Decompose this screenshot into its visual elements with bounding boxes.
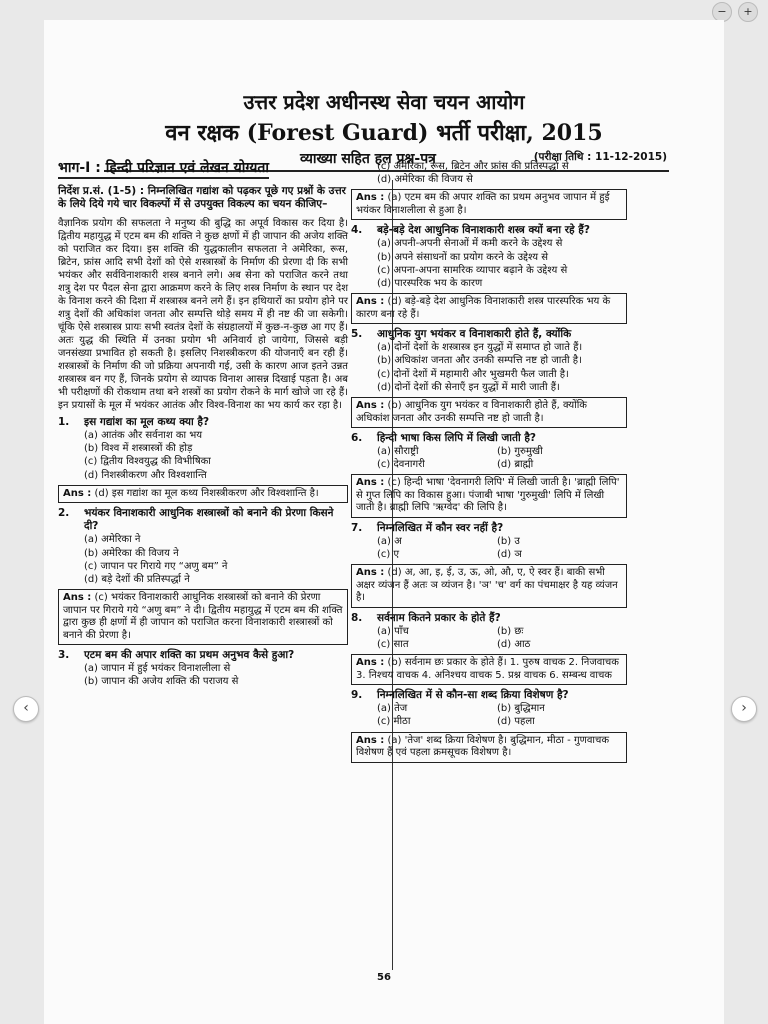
option-d: (d) आठ [497,639,531,651]
answer-text: (d) बड़े-बड़े देश आधुनिक विनाशकारी शस्त्र पारस्परिक भय के कारण बना रहे हैं। [356,296,611,320]
option-a: (a) अपनी-अपनी सेनाओं में कमी करने के उद्देश्य से [377,238,563,250]
question-number: 7. [351,521,363,534]
question-text: निम्नलिखित में कौन स्वर नहीं है? [377,521,504,534]
option-a: (a) तेज [377,703,408,715]
option-d: (d) दोनों देशों की सेनाएँ इन युद्धों में मारी जाती हैं। [377,381,560,393]
answer-label: Ans : [356,734,385,746]
question-7 [351,522,627,535]
option-a: (a) सौराष्ट्री [377,446,419,458]
question-text: भयंकर विनाशकारी आधुनिक शस्त्रास्त्रों को बनाने की प्रेरणा किसने दी? [84,507,334,533]
question-6 [351,432,627,445]
option-b: (b) गुरुमुखी [497,446,543,458]
option-b: (b) बुद्धिमान [497,703,545,715]
prev-page-button[interactable]: ‹ [13,696,39,722]
option-d: (d) अमेरिका की विजय से [377,174,473,186]
zoom-in-icon[interactable]: + [738,2,758,22]
answer-box [351,189,627,220]
option-c: (c) अपना-अपना सामरिक व्यापार बढ़ाने के उद्देश्य से [377,264,568,276]
answer-box [351,732,627,763]
options-row [351,715,627,728]
option-a: (a) अ [377,535,402,547]
answer-label: Ans : [356,657,385,669]
question-number: 5. [351,328,363,341]
question-text: आधुनिक युग भयंकर व विनाशकारी होते हैं, क्योंकि [377,328,572,341]
answer-box [351,474,627,518]
option-b: (b) जापान की अजेय शक्ति की पराजय से [84,676,239,688]
option-a: (a) आतंक और सर्वनाश का भय [84,430,203,441]
answer-label: Ans : [356,477,385,489]
option-a: (a) अमेरिका ने [84,534,141,546]
answer-label: Ans : [356,192,385,204]
answer-text: (d) अ, आ, इ, ई, उ, ऊ, ओ, औ, ए, ऐ स्वर हैं। बाकी सभी अक्षर व्यंजन हैं अतः ञ व्यंजन है। 'ञ' 'च' वर्ग का पंचमाक्षर है यह व्यंजन है। [356,567,618,604]
option-c: (c) अमेरिका, रूस, ब्रिटेन और फ्रांस की प्रतिस्पर्द्धा से [377,161,569,172]
option-b: (b) विश्व में शस्त्रास्त्रों की होड़ [84,443,193,455]
question-number: 6. [351,432,363,445]
viewer-toolbar [0,0,768,22]
option-c: (c) ए [377,549,400,561]
options-row [351,458,627,471]
question-1 [58,416,348,429]
options-row [351,625,627,638]
question-text: इस गद्यांश का मूल कथ्य क्या है? [84,416,210,428]
question-8 [351,612,627,625]
answer-text: (c) भयंकर विनाशकारी आधुनिक शस्त्रास्त्रों को बनाने की प्रेरणा जापान पर गिराये गये “अणु बम” ने दी। द्वितीय महायुद्ध में एटम बम की शक्ति द्वारा कुछ ही क्षणों में ही जापान को पराजित करना विनाशकारी शस्त्रास्त्रों को बनाने की प्रेरणा है। [63,592,343,641]
exam-date: (परीक्षा तिथि : 11-12-2015) [533,151,667,163]
question-number: 3. [58,649,70,662]
zoom-out-icon[interactable]: − [712,2,732,22]
options-row [351,535,627,548]
page-number: 56 [377,972,391,983]
question-9 [351,689,627,702]
answer-text: (a) एटम बम की अपार शक्ति का प्रथम अनुभव जापान में हुई भयंकर विनाशलीला से हुआ है। [356,192,610,216]
option-c: (c) द्वितीय विश्वयुद्ध की विभीषिका [84,456,211,468]
option-c: (c) सात [377,639,409,651]
option-d: (d) ञ [497,549,522,561]
instruction: निर्देश प्र.सं. (1-5) : निम्नलिखित गद्यांश को पढ़कर पूछे गए प्रश्नों के उत्तर के लिये दिये गये चार विकल्पों में से उपयुक्त विकल्प का चयन कीजिए– [58,185,346,210]
question-number: 1. [58,416,70,428]
passage: वैज्ञानिक प्रयोग की सफलता ने मनुष्य की बुद्धि का अपूर्व विकास कर दिया है। द्वितीय महायुद्ध में एटम बम की शक्ति ने कुछ क्षणों में ही जापान की अजेय शक्ति को पराजित कर दिया। इस शक्ति की युद्धकालीन सफलता ने अमेरिका, रूस, ब्रिटेन, फ्रांस आदि सभी देशों को ऐसे शस्त्रास्त्रों के निर्माण की प्रेरणा दी कि सभी भयंकर और सर्वविनाशकारी शस्त्र बनाने लगे। अब सेना को पराजित करने तथा शत्रु देश पर पैदल सेना द्वारा आक्रमण करने के लिए शस्त्र निर्माण के स्थान पर देश के विनाश करने की दिशा में शस्त्रास्त्र बनने लगे हैं। इन हथियारों का प्रयोग होने पर शत्रु देशों की अधिकांश जनता और सम्पत्ति थोड़े समय में ही नष्ट की जा सकेगी। चूंकि ऐसे शस्त्रास्त्र प्रायः सभी स्वतंत्र देशों के संग्रहालयों में कुछ-न-कुछ आ गए हैं। अतः युद्ध की स्थिति में उनका प्रयोग भी अनिवार्य हो जायेगा, जिससे बड़ी जनसंख्या प्रभावित हो सकती है। इसलिए निशस्त्रीकरण की योजनाएँ बन रही हैं। शस्त्रास्त्रों के निर्माण की जो प्रक्रिया अपनायी गई, उसी के कारण आज इतने उन्नत शस्त्रास्त्र बन गए हैं, जिनके प्रयोग से व्यापक विनाश आसन्न दिखाई पड़ता है। अब भी परीक्षणों की रोकथाम तथा बने शस्त्रों का प्रयोग रोकने के मार्ग खोजे जा रहे हैं। इन प्रयासों के मूल में भयंकर आतंक और विश्व-विनाश का भय कार्य कर रहा है। [58,218,348,411]
options-row [351,548,627,561]
answer-text: (d) इस गद्यांश का मूल कथ्य निशस्त्रीकरण और विश्वशान्ति है। [94,487,319,499]
option-d: (d) पहला [497,716,535,728]
option-a: (a) दोनों देशों के शस्त्रास्त्र इन युद्धों में समाप्त हो जाते हैं। [377,342,583,354]
question-4 [351,224,627,237]
option-d: (d) निशस्त्रीकरण और विश्वशान्ति [84,469,207,481]
options-row [351,638,627,651]
question-2 [58,507,348,533]
question-text: सर्वनाम कितने प्रकार के होते हैं? [377,611,501,624]
question-number: 2. [58,507,70,520]
options-row [351,702,627,715]
option-d: (d) ब्राह्मी [497,459,534,471]
option-b: (b) अमेरिका की विजय ने [84,547,179,559]
answer-box [351,654,627,685]
option-d: (d) बड़े देशों की प्रतिस्पर्द्धा ने [84,573,190,585]
exam-title: वन रक्षक (Forest Guard) भर्ती परीक्षा, 2015 [165,120,603,146]
answer-text: (b) सर्वनाम छः प्रकार के होते हैं। 1. पुरुष वाचक 2. निजवाचक 3. निश्चय वाचक 4. अनिश्चय वाचक 5. प्रश्न वाचक 6. सम्बन्ध वाचक [356,657,619,681]
option-b: (b) उ [497,535,520,547]
option-a: (a) पाँच [377,625,409,637]
question-number: 9. [351,689,363,702]
right-column [351,160,627,766]
answer-box [58,589,348,645]
question-text: बड़े-बड़े देश आधुनिक विनाशकारी शस्त्र क्यों बना रहे हैं? [377,224,590,237]
answer-box [351,397,627,428]
answer-text: (c) हिन्दी भाषा 'देवनागरी लिपि' में लिखी जाती है। 'ब्राह्मी लिपि' से गुप्त लिपि का विकास हुआ। पंजाबी भाषा 'गुरुमुखी' लिपि में लिखी जाती है। ब्राह्मी लिपि 'ऋग्वेद' की लिपि है। [356,477,620,514]
answer-label: Ans : [63,592,92,604]
section-title: भाग-I : हिन्दी परिज्ञान एवं लेखन योग्यता [58,162,269,179]
answer-text: (a) 'तेज' शब्द क्रिया विशेषण है। बुद्धिमान, मीठा - गुणवाचक विशेषण हैं एवं पहला क्रमसूचक विशेषण है। [356,734,610,759]
option-c: (c) दोनों देशों में महामारी और भुखमरी फैल जाती है। [377,368,569,380]
answer-box [351,564,627,608]
option-b: (b) छः [497,625,524,637]
option-c: (c) मीठा [377,716,411,728]
question-5 [351,328,627,341]
option-b: (b) अधिकांश जनता और उनकी सम्पत्ति नष्ट हो जाती है। [377,355,582,367]
option-b: (b) अपने संसाधनों का प्रयोग करने के उद्देश्य से [377,251,548,263]
paper-subtitle: व्याख्या सहित हल प्रश्न-पत्र [300,151,436,167]
option-d: (d) पारस्परिक भय के कारण [377,278,483,290]
answer-text: (b) आधुनिक युग भयंकर व विनाशकारी होते हैं, क्योंकि अधिकांश जनता और उनकी सम्पत्ति नष्ट हो जाती है। [356,400,587,424]
answer-label: Ans : [356,567,385,579]
options-row [351,445,627,458]
answer-box [58,485,348,504]
answer-label: Ans : [356,400,385,412]
question-number: 4. [351,224,363,237]
option-c: (c) देवनागरी [377,459,425,471]
option-c: (c) जापान पर गिराये गए “अणु बम” ने [84,560,228,572]
answer-label: Ans : [356,296,385,308]
option-a: (a) जापान में हुई भयंकर विनाशलीला से [84,663,231,675]
question-text: हिन्दी भाषा किस लिपि में लिखी जाती है? [377,432,537,445]
question-number: 8. [351,611,363,624]
question-3 [58,649,348,662]
exam-board-title: उत्तर प्रदेश अधीनस्थ सेवा चयन आयोग [243,90,525,114]
question-text: एटम बम की अपार शक्ति का प्रथम अनुभव कैसे हुआ? [84,649,295,662]
next-page-button[interactable]: › [731,696,757,722]
answer-label: Ans : [63,487,92,499]
question-text: निम्नलिखित में से कौन-सा शब्द क्रिया विशेषण है? [377,689,569,702]
answer-box [351,293,627,324]
left-column [58,160,348,689]
